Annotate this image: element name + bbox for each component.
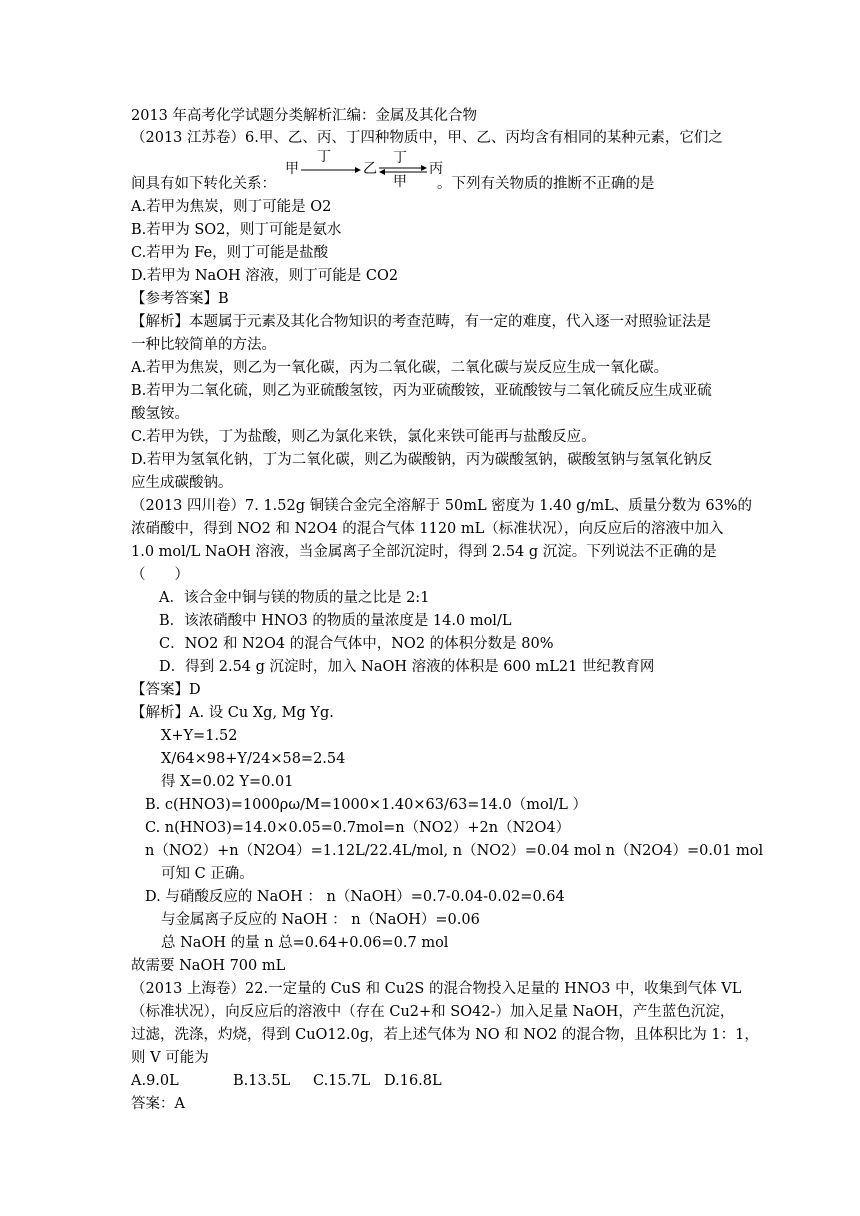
- analysis-7c-conclusion: 可知 C 正确。: [161, 866, 254, 882]
- option-22a: A.9.0L: [131, 1073, 179, 1089]
- option-22c: C.15.7L: [313, 1073, 371, 1089]
- conversion-diagram: [285, 149, 445, 191]
- option-7a: A．该合金中铜与镁的物质的量之比是 2:1: [159, 590, 430, 606]
- analysis-7-final: 故需要 NaOH 700 mL: [131, 958, 286, 974]
- label-ding-1: 丁: [317, 149, 331, 165]
- question-7-stem-cont2: 1.0 mol/L NaOH 溶液，当金属离子全部沉淀时，得到 2.54 g 沉淀。下列说法不正确的是: [131, 544, 717, 560]
- question-7-stem: （2013 四川卷）7. 1.52g 铜镁合金完全溶解于 50mL 密度为 1.40 g/mL、质量分数为 63%的: [131, 498, 753, 514]
- node-jia: 甲: [285, 161, 299, 177]
- answer-7: 【答案】D: [131, 682, 201, 698]
- analysis-6c: C.若甲为铁，丁为盐酸，则乙为氯化来铁，氯化来铁可能再与盐酸反应。: [131, 429, 596, 445]
- analysis-6b: B.若甲为二氧化硫，则乙为亚硫酸氢铵，丙为亚硫酸铵，亚硫酸铵与二氧化硫反应生成亚硫: [131, 383, 712, 399]
- analysis-6d: D.若甲为氢氧化钠，丁为二氧化碳，则乙为碳酸钠，丙为碳酸氢钠，碳酸氢钠与氢氧化钠反: [131, 452, 713, 468]
- option-7c: C．NO2 和 N2O4 的混合气体中，NO2 的体积分数是 80%: [159, 636, 554, 652]
- option-7b: B．该浓硝酸中 HNO3 的物质的量浓度是 14.0 mol/L: [159, 613, 512, 629]
- analysis-7b: B. c(HNO3)=1000ρω/M=1000×1.40×63/63=14.0（mol/L ）: [145, 797, 587, 813]
- question-22-stem-cont2: 过滤，洗涤，灼烧，得到 CuO12.0g，若上述气体为 NO 和 NO2 的混合物，且体积比为 1：1，: [131, 1027, 759, 1043]
- option-7d: D．得到 2.54 g 沉淀时，加入 NaOH 溶液的体积是 600 mL21 世纪教育网: [159, 659, 655, 675]
- analysis-7c: C. n(HNO3)=14.0×0.05=0.7mol=n（NO2）+2n（N2O4）: [145, 820, 571, 836]
- question-22-stem-cont: （标准状况），向反应后的溶液中（存在 Cu2+和 SO42-）加入足量 NaOH，产生蓝色沉淀，: [131, 1004, 735, 1020]
- label-ding-2: 丁: [393, 150, 407, 166]
- question-6-stem: （2013 江苏卷）6.甲、乙、丙、丁四种物质中，甲、乙、丙均含有相同的某种元素，它们之: [131, 130, 723, 146]
- analysis-7c-cont: n（NO2）+n（N2O4）=1.12L/22.4L/mol, n（NO2）=0.04 mol n（N2O4）=0.01 mol: [145, 843, 764, 859]
- question-7-blank: （ ）: [131, 567, 189, 583]
- answer-22: 答案：A: [131, 1096, 185, 1112]
- analysis-7d: D. 与硝酸反应的 NaOH ： n（NaOH）=0.7-0.04-0.02=0.64: [145, 889, 565, 905]
- analysis-7-result: 得 X=0.02 Y=0.01: [161, 774, 294, 790]
- option-22d: D.16.8L: [384, 1073, 442, 1089]
- question-6-stem-end: 。下列有关物质的推断不正确的是: [437, 176, 655, 192]
- option-22b: B.13.5L: [233, 1073, 291, 1089]
- analysis-6-cont: 一种比较简单的方法。: [131, 337, 276, 353]
- option-6c: C.若甲为 Fe，则丁可能是盐酸: [131, 245, 329, 261]
- doc-title: 2013 年高考化学试题分类解析汇编：金属及其化合物: [131, 108, 478, 124]
- analysis-7-eq1: X+Y=1.52: [161, 728, 238, 744]
- question-7-stem-cont: 浓硝酸中，得到 NO2 和 N2O4 的混合气体 1120 mL（标准状况），向反应后的溶液中加入: [131, 521, 724, 537]
- label-jia-reverse: 甲: [393, 174, 407, 190]
- analysis-7d-cont: 与金属离子反应的 NaOH ： n（NaOH）=0.06: [161, 912, 480, 928]
- analysis-7-eq2: X/64×98+Y/24×58=2.54: [161, 751, 346, 767]
- analysis-6: 【解析】本题属于元素及其化合物知识的考查范畴，有一定的难度，代入逐一对照验证法是: [131, 314, 711, 330]
- option-6b: B.若甲为 SO2，则丁可能是氨水: [131, 222, 342, 238]
- question-22-stem: （2013 上海卷）22.一定量的 CuS 和 Cu2S 的混合物投入足量的 HNO3 中，收集到气体 VL: [131, 981, 742, 997]
- option-6d: D.若甲为 NaOH 溶液，则丁可能是 CO2: [131, 268, 399, 284]
- analysis-6b-cont: 酸氢铵。: [131, 406, 189, 422]
- analysis-6a: A.若甲为焦炭，则乙为一氧化碳，丙为二氧化碳，二氧化碳与炭反应生成一氧化碳。: [131, 360, 669, 376]
- option-6a: A.若甲为焦炭，则丁可能是 O2: [131, 199, 332, 215]
- node-bing: 丙: [429, 161, 443, 177]
- question-22-stem-end: 则 V 可能为: [131, 1050, 209, 1066]
- analysis-6d-cont: 应生成碳酸钠。: [131, 475, 233, 491]
- question-6-stem-cont: 间具有如下转化关系：: [131, 176, 276, 192]
- analysis-7a: 【解析】A. 设 Cu Xg, Mg Yg.: [131, 705, 334, 721]
- answer-6: 【参考答案】B: [131, 291, 229, 307]
- node-yi: 乙: [363, 161, 377, 177]
- analysis-7d-total: 总 NaOH 的量 n 总=0.64+0.06=0.7 mol: [161, 935, 449, 951]
